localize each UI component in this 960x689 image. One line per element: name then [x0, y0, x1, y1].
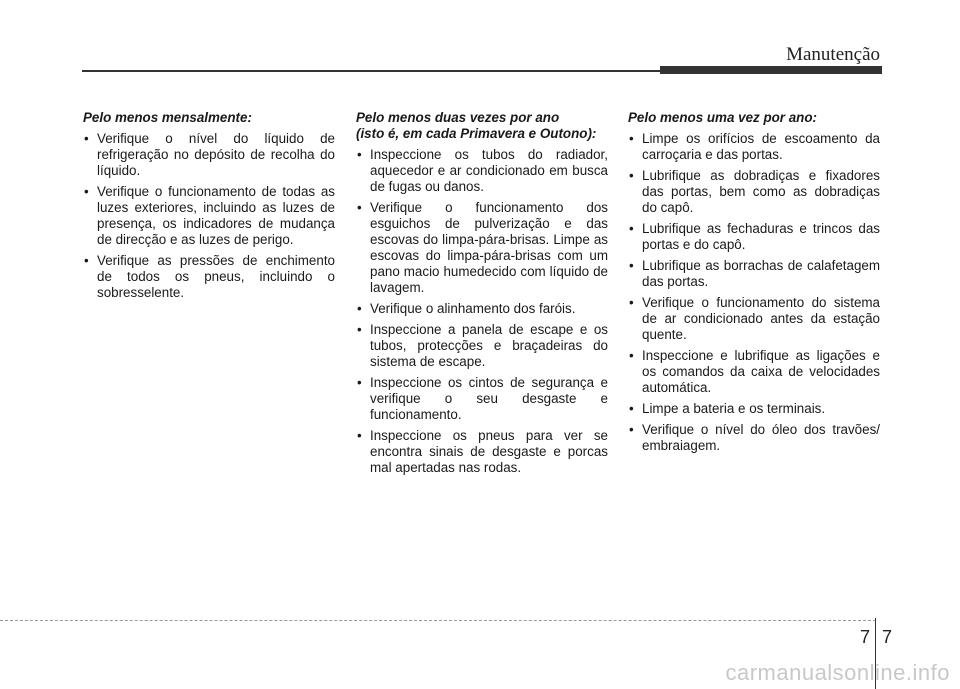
twice-yearly-title-line1: Pelo menos duas vezes por ano — [356, 110, 560, 125]
section-title-header: Manutenção — [786, 44, 880, 65]
page-number: 7 — [882, 627, 893, 647]
monthly-checks-column — [83, 110, 335, 306]
list-item: • Limpe os orifícios de escoamento da carroçaria e das portas. — [628, 131, 880, 163]
list-item: • Verifique o funcionamento de todas as luzes exteriores, incluindo as luzes de presença, os indicadores de mudança de direcção e as luzes de perigo. — [83, 184, 335, 248]
list-item: • Verifique o nível do líquido de refrigeração no depósito de recolha do líquido. — [83, 131, 335, 179]
list-item: • Lubrifique as fechaduras e trincos das portas e do capô. — [628, 221, 880, 253]
header-rule — [82, 70, 662, 72]
list-item: • Verifique o funcionamento dos esguichos de pulverização e das escovas do limpa-pára-brisas. Limpe as escovas do limpa-pára-brisas com um pano macio humedecido com líquido de lavagem. — [356, 200, 608, 296]
yearly-checks-list — [628, 131, 880, 454]
twice-yearly-title-line2: (isto é, em cada Primavera e Outono): — [356, 126, 597, 141]
list-item: • Lubrifique as borrachas de calafetagem das portas. — [628, 258, 880, 290]
list-item: • Verifique o funcionamento do sistema de ar condicionado antes da estação quente. — [628, 295, 880, 343]
list-item: • Inspeccione a panela de escape e os tubos, protecções e braçadeiras do sistema de escape. — [356, 322, 608, 370]
yearly-checks-title: Pelo menos uma vez por ano: — [628, 110, 817, 125]
list-item: • Limpe a bateria e os terminais. — [628, 401, 880, 417]
twice-yearly-checks-list — [356, 147, 608, 476]
list-item: • Inspeccione os tubos do radiador, aquecedor e ar condicionado em busca de fugas ou danos. — [356, 147, 608, 195]
twice-yearly-checks-column — [356, 110, 608, 481]
list-item: • Lubrifique as dobradiças e fixadores das portas, bem como as dobradiças do capô. — [628, 168, 880, 216]
footer-rule — [0, 620, 876, 621]
monthly-checks-title: Pelo menos mensalmente: — [83, 110, 252, 125]
yearly-checks-column — [628, 110, 880, 459]
list-item: • Verifique as pressões de enchimento de todos os pneus, incluindo o sobresselente. — [83, 253, 335, 301]
list-item: • Verifique o nível do óleo dos travões/ embraiagem. — [628, 422, 880, 454]
header-rule-accent — [660, 66, 882, 74]
list-item: • Inspeccione os pneus para ver se encontra sinais de desgaste e porcas mal apertadas nas rodas. — [356, 428, 608, 476]
list-item: • Verifique o alinhamento dos faróis. — [356, 301, 608, 317]
list-item: • Inspeccione os cintos de segurança e verifique o seu desgaste e funcionamento. — [356, 375, 608, 423]
list-item: • Inspeccione e lubrifique as ligações e os comandos da caixa de velocidades automática. — [628, 348, 880, 396]
chapter-number: 7 — [860, 627, 871, 647]
twice-yearly-checks-title — [356, 110, 608, 142]
watermark: carmanualsonline.info — [725, 660, 950, 685]
monthly-checks-list — [83, 131, 335, 301]
